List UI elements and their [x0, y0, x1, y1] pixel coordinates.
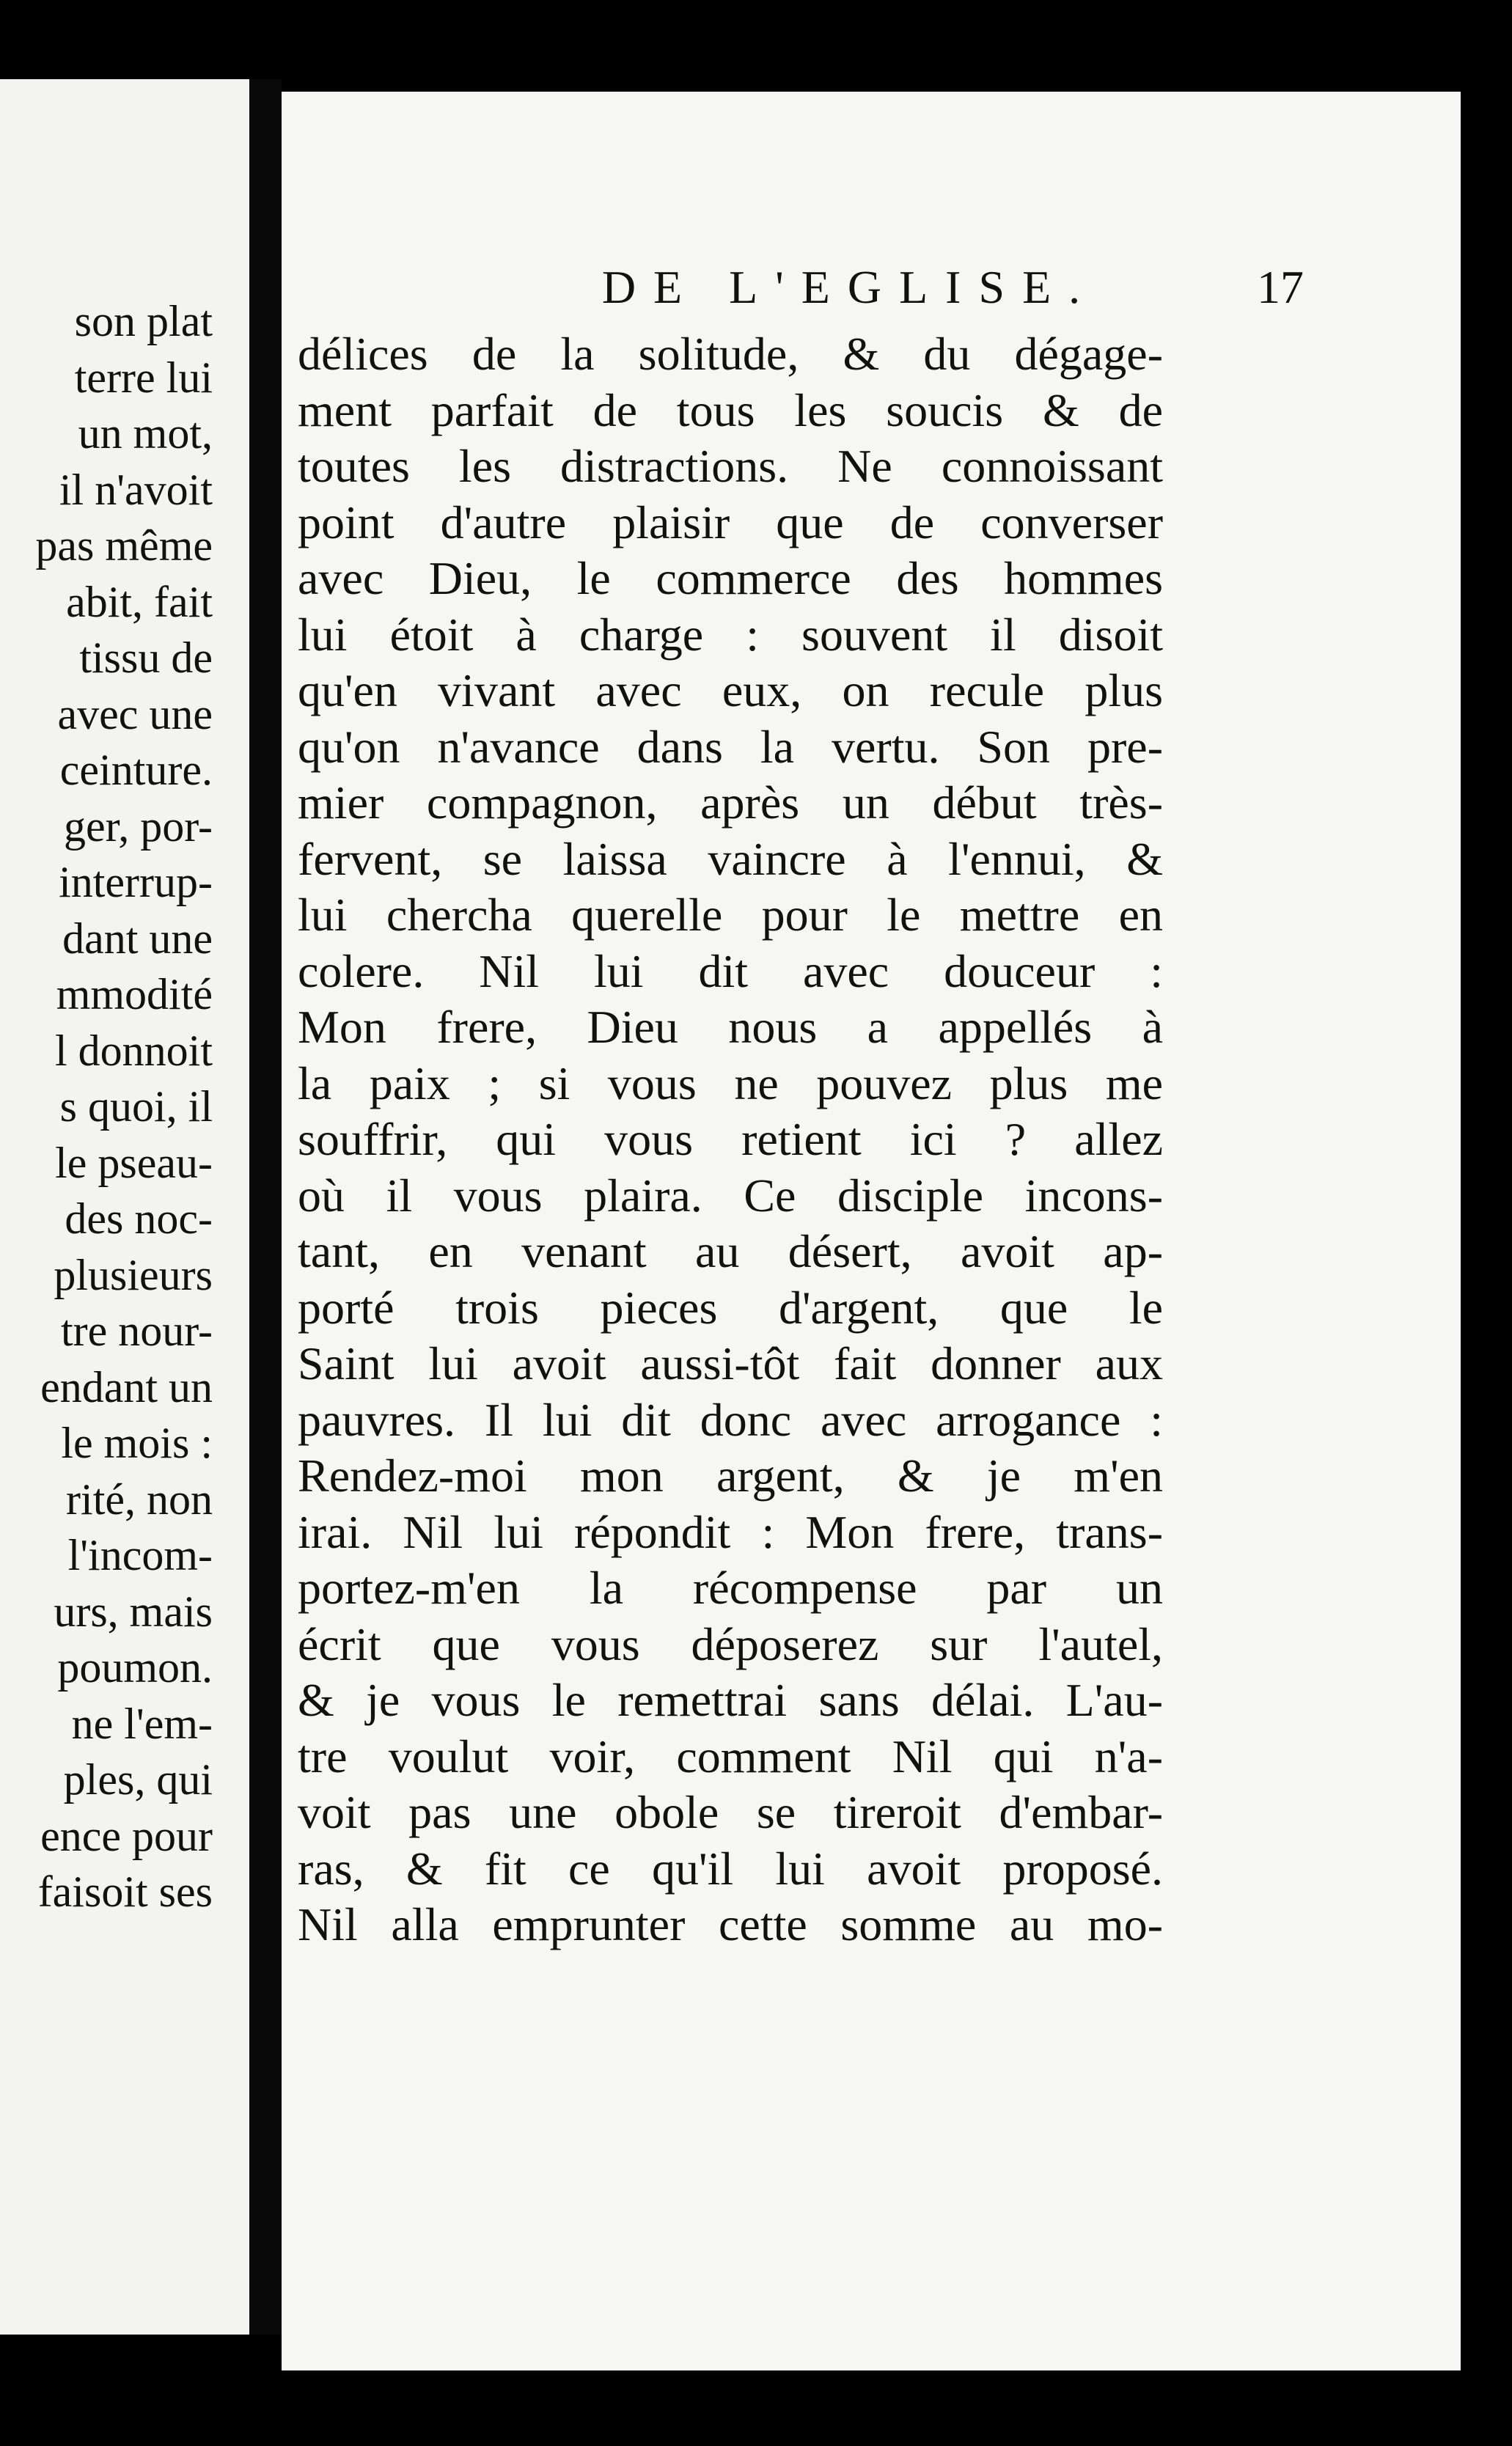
- text-line: ment parfait de tous les soucis & de: [298, 383, 1163, 436]
- right-page: [282, 92, 1461, 2370]
- text-line: ras, & fit ce qu'il lui avoit proposé.: [298, 1842, 1163, 1895]
- text-line: Rendez-moi mon argent, & je m'en: [298, 1450, 1163, 1502]
- left-page-line: le pseau-: [55, 1138, 213, 1187]
- left-page-line: des noc-: [65, 1194, 213, 1243]
- left-page-line: terre lui: [74, 353, 213, 402]
- text-line: la paix ; si vous ne pouvez plus me: [298, 1057, 1163, 1109]
- body-text: [298, 326, 1163, 1953]
- text-line: portez-m'en la récompense par un: [298, 1562, 1163, 1614]
- text-line: qu'en vivant avec eux, on recule plus: [298, 664, 1163, 716]
- running-title: DE L'EGLISE.: [601, 261, 1098, 313]
- text-line: & je vous le remettrai sans délai. L'au-: [298, 1674, 1163, 1726]
- text-line: colere. Nil lui dit avec douceur :: [298, 944, 1163, 997]
- left-page-line: faisoit ses: [37, 1867, 213, 1916]
- left-page-line: un mot,: [78, 409, 213, 458]
- text-line: lui chercha querelle pour le mettre en: [298, 889, 1163, 941]
- left-page-line: poumon.: [57, 1643, 213, 1692]
- text-line: lui étoit à charge : souvent il disoit: [298, 608, 1163, 661]
- text-line: voit pas une obole se tireroit d'embar-: [298, 1786, 1163, 1838]
- page-number: 17: [1257, 261, 1304, 313]
- text-line: Saint lui avoit aussi-tôt fait donner aux: [298, 1337, 1163, 1389]
- left-page-line: ger, por-: [64, 801, 213, 851]
- text-line: point d'autre plaisir que de converser: [298, 496, 1163, 548]
- left-page-line: dant une: [62, 914, 213, 963]
- running-head: [282, 261, 1461, 323]
- left-page-line: avec une: [57, 689, 213, 738]
- left-page-line: mmodité: [56, 970, 213, 1018]
- text-line: écrit que vous déposerez sur l'autel,: [298, 1617, 1163, 1670]
- left-page-line: ples, qui: [63, 1755, 213, 1804]
- left-page-line: pas même: [35, 521, 213, 570]
- text-line: Nil alla emprunter cette somme au mo-: [298, 1898, 1163, 1950]
- left-page-line: ne l'em-: [71, 1699, 213, 1748]
- left-page-line: il n'avoit: [59, 465, 213, 514]
- left-page-line: l donnoit: [54, 1026, 213, 1075]
- text-line: toutes les distractions. Ne connoissant: [298, 440, 1163, 492]
- text-line: irai. Nil lui répondit : Mon frere, trans-: [298, 1505, 1163, 1558]
- left-page-line: interrup-: [59, 858, 213, 906]
- left-page-line: le mois :: [61, 1419, 213, 1467]
- text-line: souffrir, qui vous retient ici ? allez: [298, 1113, 1163, 1165]
- left-page: [0, 79, 249, 2335]
- text-line: avec Dieu, le commerce des hommes: [298, 552, 1163, 604]
- text-line: fervent, se laissa vaincre à l'ennui, &: [298, 832, 1163, 885]
- left-page-line: son plat: [74, 297, 213, 345]
- text-line: où il vous plaira. Ce disciple incons-: [298, 1169, 1163, 1222]
- text-line: Mon frere, Dieu nous a appellés à: [298, 1001, 1163, 1053]
- text-line: porté trois pieces d'argent, que le: [298, 1281, 1163, 1334]
- left-page-line: abit, fait: [66, 577, 213, 626]
- text-line: tant, en venant au désert, avoit ap-: [298, 1225, 1163, 1277]
- left-page-line: endant un: [40, 1362, 213, 1411]
- text-line: pauvres. Il lui dit donc avec arrogance :: [298, 1393, 1163, 1446]
- left-page-line: ence pour: [40, 1811, 213, 1860]
- text-line: délices de la solitude, & du dégage-: [298, 328, 1163, 380]
- book-gutter: [249, 79, 282, 2335]
- text-line: mier compagnon, après un début très-: [298, 776, 1163, 829]
- text-line: tre voulut voir, comment Nil qui n'a-: [298, 1730, 1163, 1782]
- left-page-line: l'incom-: [67, 1531, 213, 1579]
- left-page-line: ceinture.: [59, 746, 213, 794]
- left-page-line: rité, non: [66, 1474, 213, 1524]
- left-page-line: plusieurs: [54, 1250, 213, 1299]
- left-page-line: tissu de: [79, 633, 213, 682]
- left-page-line: tre nour-: [60, 1307, 213, 1355]
- text-line: qu'on n'avance dans la vertu. Son pre-: [298, 720, 1163, 773]
- left-page-line: s quoi, il: [59, 1082, 213, 1131]
- left-page-line: urs, mais: [54, 1587, 213, 1636]
